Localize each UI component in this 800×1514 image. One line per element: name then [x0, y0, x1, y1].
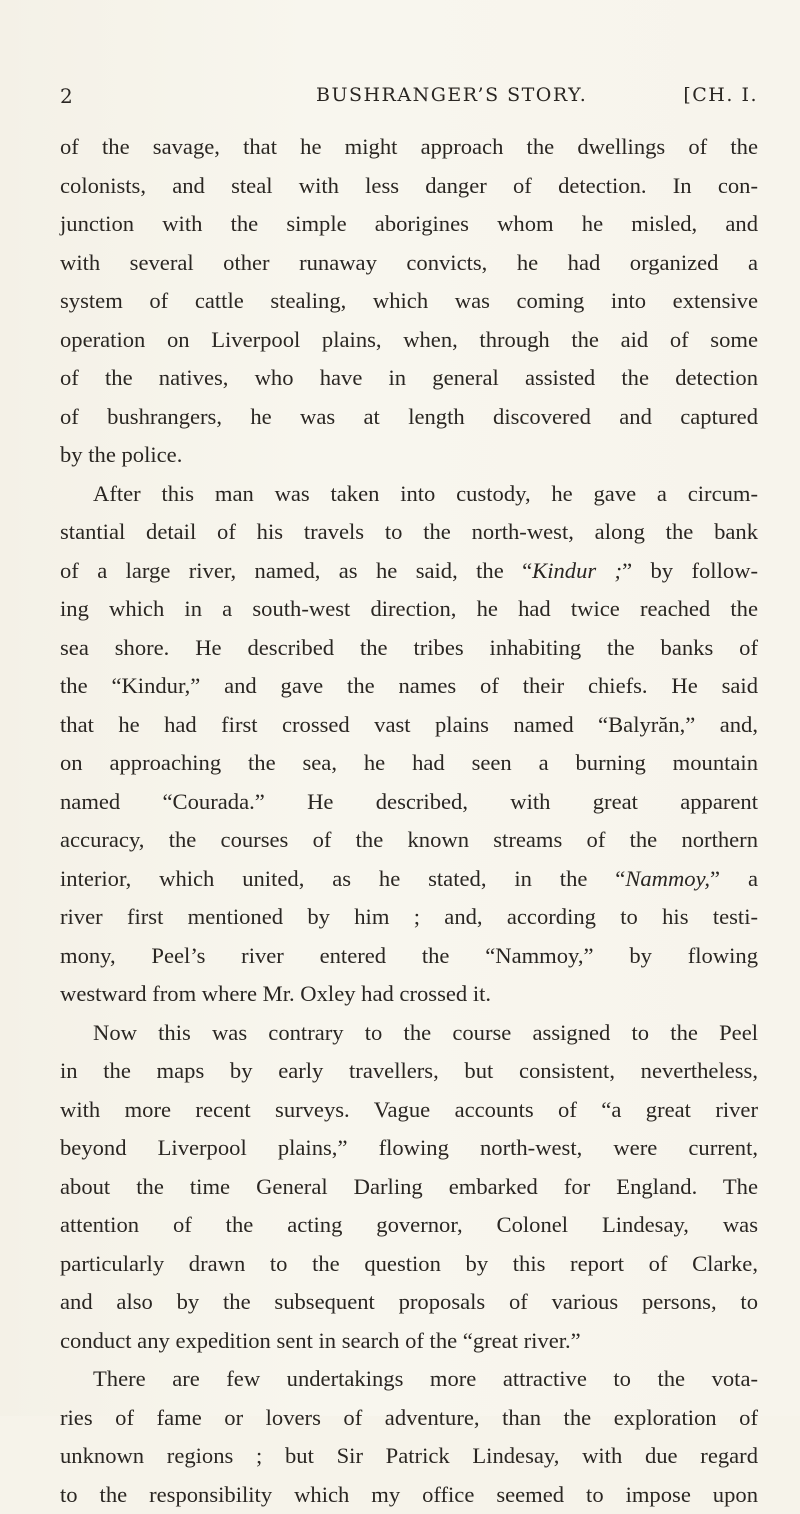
chapter-label: [CH. I.: [683, 84, 758, 106]
text-line: Now this was contrary to the course assigned to the Peel: [60, 1014, 758, 1053]
text-line: mony, Peel’s river entered the “Nammoy,” by flowing: [60, 937, 758, 976]
text-line: operation on Liverpool plains, when, through the aid of some: [60, 321, 758, 360]
text-line: and also by the subsequent proposals of various persons, to: [60, 1283, 758, 1322]
text-line: attention of the acting governor, Colonel Lindesay, was: [60, 1206, 758, 1245]
text-line: of bushrangers, he was at length discovered and captured: [60, 398, 758, 437]
text-line: on approaching the sea, he had seen a burning mountain: [60, 744, 758, 783]
text-line-nammoy: [60, 860, 758, 899]
page-header: [60, 84, 758, 118]
text-fragment: interior, which united, as he stated, in the “: [60, 866, 625, 891]
text-line: to the responsibility which my office seemed to impose upon: [60, 1476, 758, 1514]
text-line: the “Kindur,” and gave the names of their chiefs. He said: [60, 667, 758, 706]
text-line: sea shore. He described the tribes inhabiting the banks of: [60, 629, 758, 668]
text-line: ries of fame or lovers of adventure, than the exploration of: [60, 1399, 758, 1438]
text-line: by the police.: [60, 436, 758, 475]
text-line: named “Courada.” He described, with great apparent: [60, 783, 758, 822]
text-fragment: ” by follow-: [622, 558, 758, 583]
text-line: westward from where Mr. Oxley had crossed it.: [60, 975, 758, 1014]
text-line: accuracy, the courses of the known streams of the northern: [60, 821, 758, 860]
text-line: system of cattle stealing, which was coming into extensive: [60, 282, 758, 321]
text-line: of the natives, who have in general assisted the detection: [60, 359, 758, 398]
text-line: unknown regions ; but Sir Patrick Lindesay, with due regard: [60, 1437, 758, 1476]
text-line: junction with the simple aborigines whom he misled, and: [60, 205, 758, 244]
text-line-kindur: [60, 552, 758, 591]
italic-kindur: Kindur ;: [532, 558, 622, 583]
text-line: that he had first crossed vast plains named “Balyrăn,” and,: [60, 706, 758, 745]
text-line: in the maps by early travellers, but consistent, nevertheless,: [60, 1052, 758, 1091]
page-number: 2: [60, 84, 74, 108]
running-head: BUSHRANGER’S STORY.: [316, 84, 587, 106]
text-line: colonists, and steal with less danger of detection. In con-: [60, 167, 758, 206]
text-fragment: of a large river, named, as he said, the “: [60, 558, 532, 583]
text-line: particularly drawn to the question by this report of Clarke,: [60, 1245, 758, 1284]
text-line: about the time General Darling embarked for England. The: [60, 1168, 758, 1207]
text-line: There are few undertakings more attractive to the vota-: [60, 1360, 758, 1399]
text-line: beyond Liverpool plains,” flowing north-west, were current,: [60, 1129, 758, 1168]
text-line: ing which in a south-west direction, he had twice reached the: [60, 590, 758, 629]
text-line: conduct any expedition sent in search of the “great river.”: [60, 1322, 758, 1361]
text-line: of the savage, that he might approach the dwellings of the: [60, 128, 758, 167]
text-line: After this man was taken into custody, he gave a circum-: [60, 475, 758, 514]
text-fragment: ” a: [710, 866, 758, 891]
text-line: with several other runaway convicts, he had organized a: [60, 244, 758, 283]
body-text: [60, 128, 758, 1514]
text-line: river first mentioned by him ; and, according to his testi-: [60, 898, 758, 937]
text-line: with more recent surveys. Vague accounts of “a great river: [60, 1091, 758, 1130]
italic-nammoy: Nammoy,: [625, 866, 710, 891]
text-line: stantial detail of his travels to the north-west, along the bank: [60, 513, 758, 552]
